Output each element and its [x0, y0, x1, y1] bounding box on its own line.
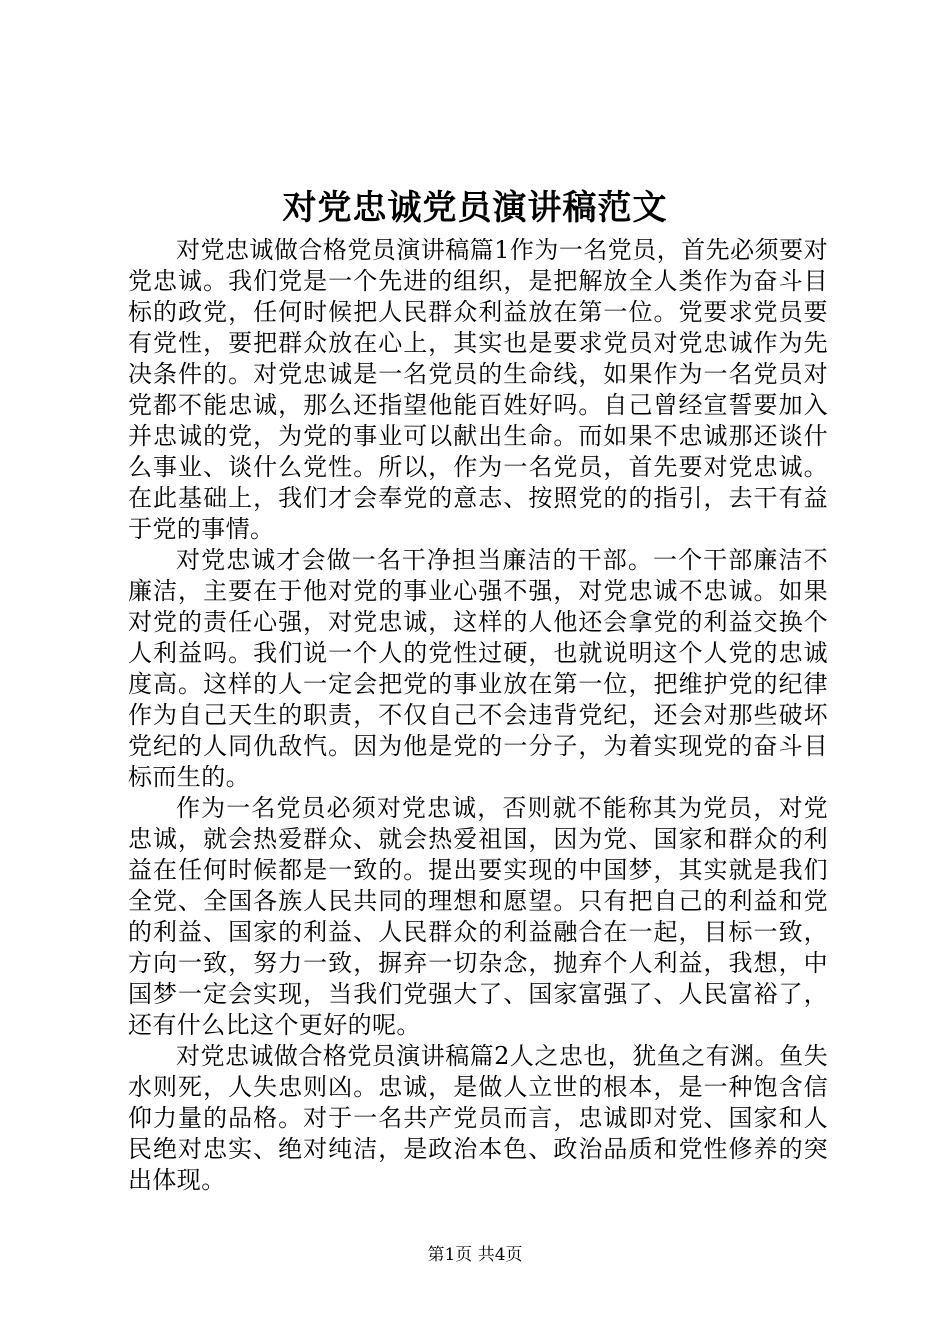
paragraph-3: 作为一名党员必须对党忠诚，否则就不能称其为党员，对党忠诚，就会热爱群众、就会热爱祖国，因为党、国家和群众的利益在任何时候都是一致的。提出要实现的中国梦，其实就是我们全党、全国各族人民共同的理想和愿望。只有把自己的利益和党的利益、国家的利益、人民群众的利益融合在一起，目标一致，方向一致，努力一致，摒弃一切杂念，抛弃个人利益，我想，中国梦一定会实现，当我们党强大了、国家富强了、人民富裕了，还有什么比这个更好的呢。 [128, 794, 828, 1039]
paragraph-2: 对党忠诚才会做一名干净担当廉洁的干部。一个干部廉洁不廉洁，主要在于他对党的事业心强不强，对党忠诚不忠诚。如果对党的责任心强，对党忠诚，这样的人他还会拿党的利益交换个人利益吗。我们说一个人的党性过硬，也就说明这个人党的忠诚度高。这样的人一定会把党的事业放在第一位，把维护党的纪律作为自己天生的职责，不仅自己不会违背党纪，还会对那些破坏党纪的人同仇敌忾。因为他是党的一分子，为着实现党的奋斗目标而生的。 [128, 546, 828, 791]
page-footer [0, 1244, 950, 1266]
page-number: 第1页 共4页 [427, 1245, 523, 1265]
paragraph-1: 对党忠诚做合格党员演讲稿篇1作为一名党员，首先必须要对党忠诚。我们党是一个先进的组织，是把解放全人类作为奋斗目标的政党，任何时候把人民群众利益放在第一位。党要求党员要有党性，要把群众放在心上，其实也是要求党员对党忠诚作为先决条件的。对党忠诚是一名党员的生命线，如果作为一名党员对党都不能忠诚，那么还指望他能百姓好吗。自己曾经宣誓要加入并忠诚的党，为党的事业可以献出生命。而如果不忠诚那还谈什么事业、谈什么党性。所以，作为一名党员，首先要对党忠诚。在此基础上，我们才会奉党的意志、按照党的的指引，去干有益于党的事情。 [128, 236, 828, 543]
document-title: 对党忠诚党员演讲稿范文 [282, 188, 668, 228]
document-body [128, 235, 828, 1196]
paragraph-4: 对党忠诚做合格党员演讲稿篇2人之忠也，犹鱼之有渊。鱼失水则死，人失忠则凶。忠诚，是做人立世的根本，是一种饱含信仰力量的品格。对于一名共产党员而言，忠诚即对党、国家和人民绝对忠实、绝对纯洁，是政治本色、政治品质和党性修养的突出体现。 [128, 1042, 828, 1194]
